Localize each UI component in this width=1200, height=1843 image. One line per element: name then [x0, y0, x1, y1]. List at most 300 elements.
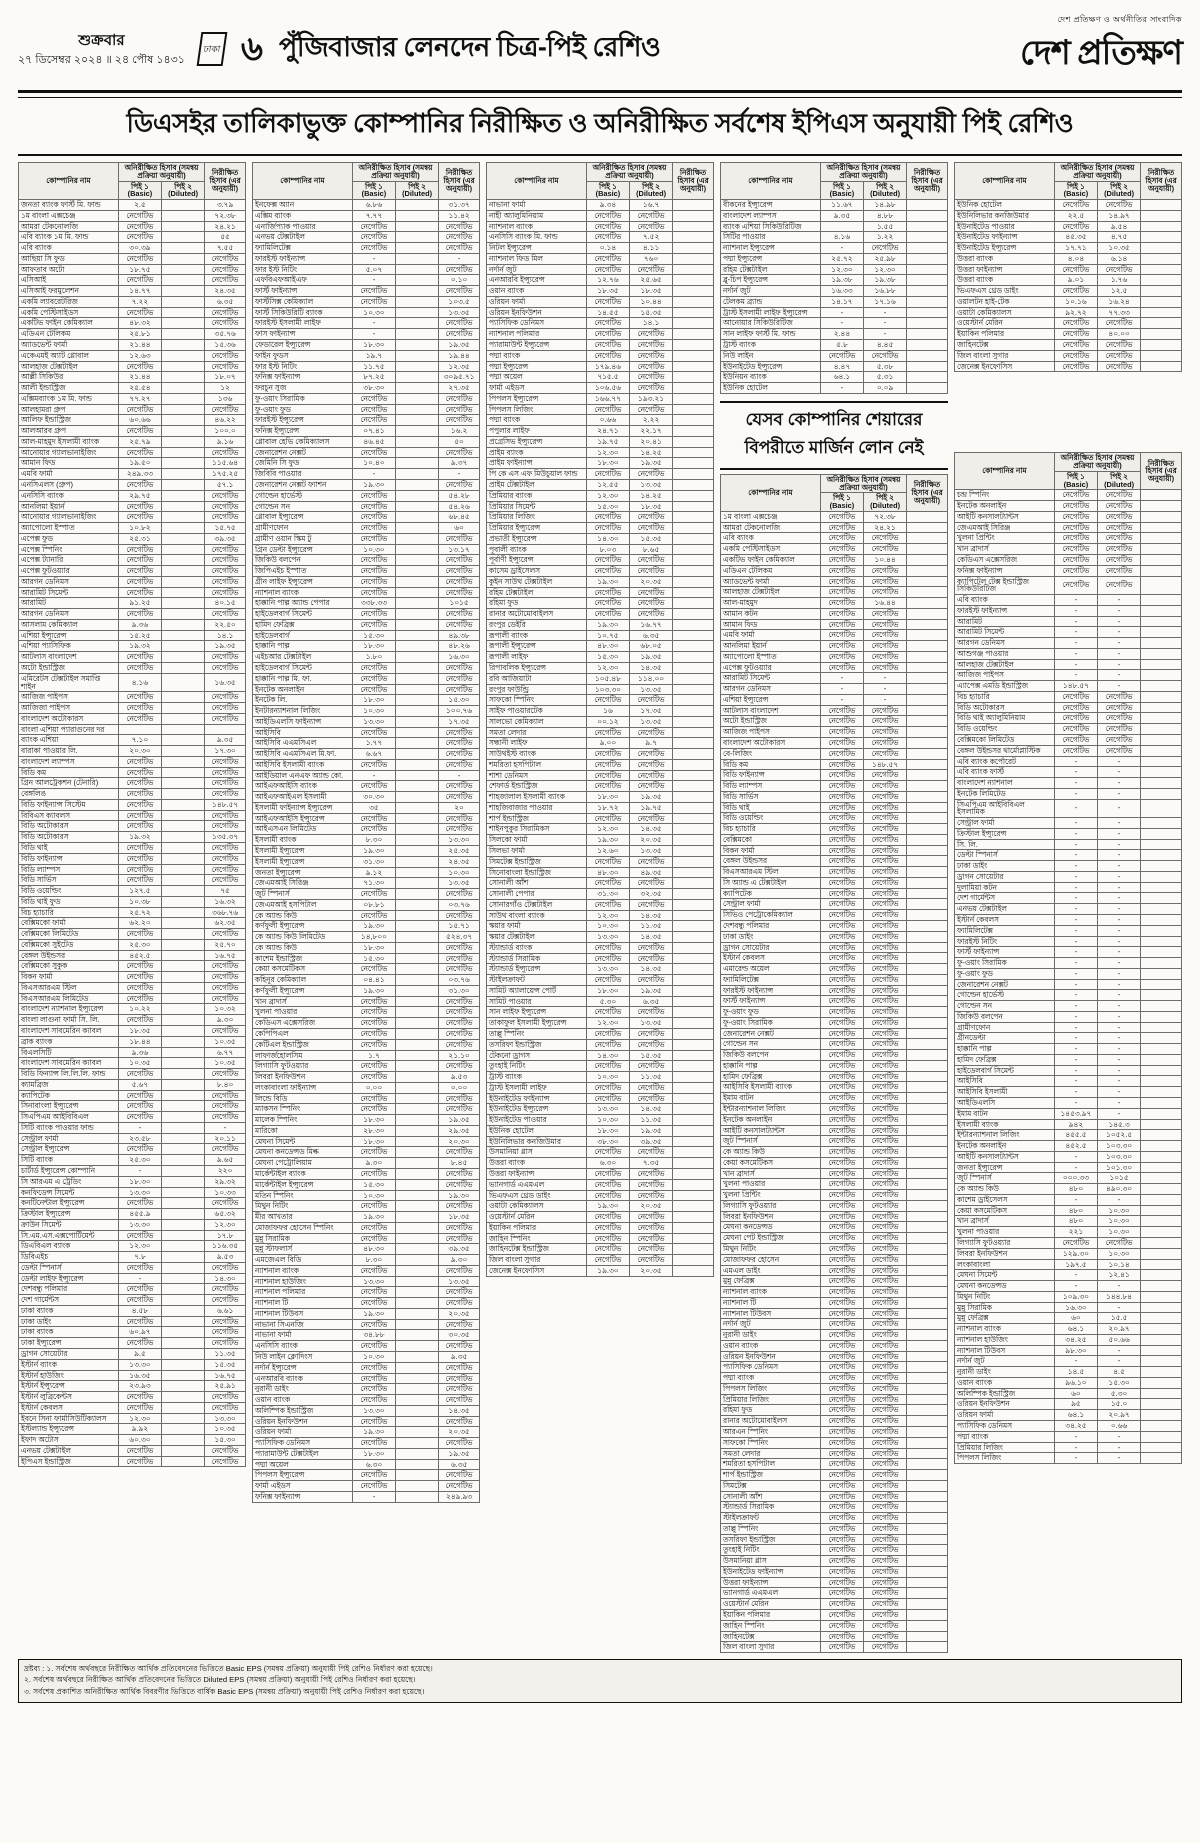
table-head: [955, 453, 1182, 490]
pe-value-cell: ১৫.৩০: [439, 695, 480, 706]
pe-value-cell: নেগেটিভ: [820, 856, 863, 867]
pe-value-cell: নেগেটিভ: [820, 1383, 863, 1394]
pe-value-cell: নেগেটিভ: [630, 404, 673, 415]
pe-value-cell: নেগেটিভ: [118, 1069, 161, 1080]
pe-value-cell: নেগেটিভ: [864, 770, 907, 781]
company-name-cell: শেফার্ড ইন্ডাস্ট্রিজ: [487, 781, 587, 792]
table-row: [253, 275, 480, 286]
pe-value-cell: ৪০.১৫: [205, 598, 246, 609]
company-name-cell: আমান ফিড: [721, 619, 821, 630]
pe-value-cell: ৪.০৪: [1054, 253, 1097, 264]
table-row: [487, 738, 714, 749]
pe-value-cell: নেগেটিভ: [439, 1319, 480, 1330]
pe-value-cell: [1141, 1108, 1182, 1119]
company-name-cell: ইসলামী ফাইন্যান্স ইন্স্যুরেন্স: [253, 802, 353, 813]
table-row: [487, 1158, 714, 1169]
pe-value-cell: [1141, 1302, 1182, 1313]
pe-value-cell: [673, 889, 714, 900]
pe-value-cell: [673, 684, 714, 695]
table-row: [955, 1259, 1182, 1270]
pe-value-cell: নেগেটিভ: [864, 1157, 907, 1168]
table-row: [253, 1330, 480, 1341]
pe-value-cell: নেগেটিভ: [352, 996, 395, 1007]
pe-value-cell: [396, 1416, 439, 1427]
table-row: [721, 1125, 948, 1136]
company-name-cell: খান ব্রাদার্স: [955, 1216, 1055, 1227]
pe-value-cell: নেগেটিভ: [864, 1383, 907, 1394]
company-name-cell: ক্রিস্টাল ইন্স্যুরেন্স: [19, 1209, 119, 1220]
company-name-cell: জিপিএইচ ইস্পাত: [253, 566, 353, 577]
company-name-cell: আলআরব গ্রুপ: [19, 426, 119, 437]
pe-value-cell: [1141, 850, 1182, 861]
pe-value-cell: [907, 770, 948, 781]
pe-value-cell: নেগেটিভ: [820, 1631, 863, 1642]
table-row: [253, 1072, 480, 1083]
company-name-cell: আরগন ডেনিমস: [19, 609, 119, 620]
pe-value-cell: নেগেটিভ: [205, 1327, 246, 1338]
company-name-cell: নাভানা ফার্মা: [487, 200, 587, 211]
company-name-cell: সমতা লেদার: [721, 1448, 821, 1459]
table-row: [253, 479, 480, 490]
pe-value-cell: ৬৮.০৫: [630, 641, 673, 652]
pe-value-cell: [673, 695, 714, 706]
company-name-cell: ডিবিএইচ: [19, 1252, 119, 1263]
pe-value-cell: [907, 1340, 948, 1351]
company-name-cell: এফবিএফআইএফ: [253, 275, 353, 286]
pe-value-cell: [396, 985, 439, 996]
table-row: [721, 1426, 948, 1437]
pe-value-cell: ১৮.৭২: [586, 802, 629, 813]
pe-value-cell: নেগেটিভ: [118, 864, 161, 875]
pe-value-cell: [673, 350, 714, 361]
pe-value-cell: [907, 598, 948, 609]
pe-value-cell: নেগেটিভ: [1054, 576, 1097, 595]
company-name-cell: গ্রামীণফোন: [955, 1022, 1055, 1033]
table-row: [19, 372, 246, 383]
company-name-cell: আরগন ডেনিমস: [955, 638, 1055, 649]
table-row: [955, 1119, 1182, 1130]
pe-value-cell: নেগেটিভ: [864, 1523, 907, 1534]
pe-value-cell: [1141, 1237, 1182, 1248]
pe-table-5: [954, 162, 1182, 372]
pe-value-cell: [396, 899, 439, 910]
pe-value-cell: [673, 329, 714, 340]
pe-value-cell: ৫.৩০: [586, 996, 629, 1007]
pe-value-cell: -: [1054, 850, 1097, 861]
banner-title: ডিএসইর তালিকাভুক্ত কোম্পানির নিরীক্ষিত ও অনিরীক্ষিত সর্বশেষ ইপিএস অনুযায়ী পিই রেশিও: [126, 108, 1074, 138]
pe-value-cell: [907, 275, 948, 286]
pe-value-cell: [907, 856, 948, 867]
pe-value-cell: [396, 910, 439, 921]
pe-value-cell: ২৫.৬৫: [630, 275, 673, 286]
pe-value-cell: [1141, 243, 1182, 254]
pe-value-cell: [162, 436, 205, 447]
table-row: [487, 792, 714, 803]
pe-value-cell: নেগেটিভ: [820, 544, 863, 555]
pe-value-cell: নেগেটিভ: [205, 1112, 246, 1123]
pe-value-cell: নেগেটিভ: [630, 1039, 673, 1050]
pe-value-cell: [907, 705, 948, 716]
pe-value-cell: [907, 1502, 948, 1513]
day-name: শুক্রবার: [78, 31, 125, 49]
pe-value-cell: [673, 630, 714, 641]
table-row: [19, 907, 246, 918]
th-pe2: পিই ২ (Diluted): [864, 181, 907, 200]
pe-value-cell: ১৯.৩৫: [439, 340, 480, 351]
table-row: [721, 619, 948, 630]
pe-value-cell: [673, 383, 714, 394]
company-name-cell: ওরিয়ন ফার্মা: [955, 1410, 1055, 1421]
company-name-cell: গ্রিন ডেল্টা ইন্স্যুরেন্স: [253, 544, 353, 555]
company-name-cell: বিবিএস ক্যাবলস: [19, 810, 119, 821]
pe-value-cell: -: [1054, 861, 1097, 872]
company-name-cell: গ্লোবাল ইন্স্যুরেন্স: [253, 512, 353, 523]
table-row: [253, 1416, 480, 1427]
pe-value-cell: ৬০.৯৭: [118, 1327, 161, 1338]
company-name-cell: খুলনা প্রিন্টিং: [721, 1190, 821, 1201]
pe-value-cell: নেগেটিভ: [586, 813, 629, 824]
pe-value-cell: নেগেটিভ: [439, 1481, 480, 1492]
pe-value-cell: ১৫.৩০: [1098, 1377, 1141, 1388]
table-row: [721, 1373, 948, 1384]
pe-value-cell: নেগেটিভ: [205, 512, 246, 523]
pe-value-cell: [673, 1007, 714, 1018]
pe-value-cell: [162, 210, 205, 221]
company-name-cell: আইডিএলসি ফাইন্যান্স: [253, 716, 353, 727]
pe-value-cell: -: [1098, 756, 1141, 767]
table-row: [19, 264, 246, 275]
pe-value-cell: নেগেটিভ: [352, 1018, 395, 1029]
pe-value-cell: [162, 286, 205, 297]
pe-value-cell: নেগেটিভ: [1054, 350, 1097, 361]
pe-value-cell: ২৫.৭২: [118, 907, 161, 918]
pe-value-cell: ১২.৫৫: [586, 479, 629, 490]
table-row: [253, 953, 480, 964]
company-name-cell: সি অ্যান্ড এ টেক্সটাইল: [721, 877, 821, 888]
pe-value-cell: [1141, 670, 1182, 681]
pe-value-cell: [396, 759, 439, 770]
pe-value-cell: নেগেটিভ: [864, 243, 907, 254]
pe-value-cell: -: [820, 243, 863, 254]
pe-value-cell: ১৭৫.২৫: [205, 469, 246, 480]
company-name-cell: রংপুর ডেইরি: [487, 619, 587, 630]
pe-value-cell: ৭.৭৭: [352, 210, 395, 221]
pe-value-cell: ১৮.৩৫: [630, 501, 673, 512]
pe-value-cell: ১০.৩৩: [205, 1187, 246, 1198]
pe-value-cell: নেগেটিভ: [352, 964, 395, 975]
table-row: [721, 802, 948, 813]
pe-value-cell: ১৮.৩০: [352, 1115, 395, 1126]
pe-value-cell: [396, 383, 439, 394]
pe-value-cell: [907, 318, 948, 329]
company-name-cell: উত্তরা ফাইন্যান্স: [955, 264, 1055, 275]
company-name-cell: এশিয়া ইন্স্যুরেন্স: [721, 694, 821, 705]
pe-value-cell: নেগেটিভ: [1098, 350, 1141, 361]
th-unaudited: অনিরীক্ষিত হিসাব (সমন্বয় প্রক্রিয়া অনুযায়ী): [1054, 453, 1140, 472]
pe-value-cell: নেগেটিভ: [820, 598, 863, 609]
table-row: [487, 1007, 714, 1018]
pe-value-cell: নেগেটিভ: [439, 1298, 480, 1309]
table-row: [253, 695, 480, 706]
table-row: [487, 1265, 714, 1276]
pe-value-cell: নেগেটিভ: [820, 1610, 863, 1621]
pe-value-cell: [162, 458, 205, 469]
pe-value-cell: -: [1098, 1281, 1141, 1292]
pe-value-cell: নেগেটিভ: [118, 253, 161, 264]
pe-value-cell: [396, 975, 439, 986]
pe-value-cell: [673, 307, 714, 318]
pe-value-cell: -: [1098, 947, 1141, 958]
table-row: [721, 1448, 948, 1459]
pe-value-cell: [673, 340, 714, 351]
table-row: [955, 648, 1182, 659]
pe-value-cell: ৫০: [439, 436, 480, 447]
pe-value-cell: ২৫.৫৪: [118, 383, 161, 394]
th-pe2: পিই ২ (Diluted): [864, 493, 907, 512]
pe-value-cell: ১১.৩৫: [205, 1348, 246, 1359]
company-name-cell: খুলনা পাওয়ার: [253, 1007, 353, 1018]
company-name-cell: ক্রিস্টাল ইন্স্যুরেন্স: [955, 828, 1055, 839]
pe-value-cell: -: [118, 1122, 161, 1133]
pe-value-cell: নেগেটিভ: [439, 566, 480, 577]
company-name-cell: এমবি ফার্মা: [19, 469, 119, 480]
pe-value-cell: [396, 200, 439, 211]
pe-value-cell: ১৯.৩৫: [630, 458, 673, 469]
company-name-cell: সাফকো স্পিনিং: [487, 695, 587, 706]
pe-value-cell: নেগেটিভ: [630, 221, 673, 232]
table-row: [721, 1136, 948, 1147]
table-row: [721, 554, 948, 565]
table-row: [721, 1642, 948, 1653]
pe-value-cell: [162, 447, 205, 458]
pe-value-cell: নেগেটিভ: [205, 1402, 246, 1413]
pe-value-cell: ৪৮.৩০: [352, 1244, 395, 1255]
company-name-cell: বিডি ফাইন্যান্স সিস্টেম: [19, 799, 119, 810]
table-row: [253, 1082, 480, 1093]
pe-value-cell: -: [1054, 1270, 1097, 1281]
pe-value-cell: -: [1054, 925, 1097, 936]
company-name-cell: ব্লু-চিপ ইন্স্যুরেন্স: [721, 275, 821, 286]
company-name-cell: সিটির পাওয়ার: [721, 232, 821, 243]
pe-value-cell: [673, 641, 714, 652]
company-name-cell: পপুলার লাইফ: [487, 426, 587, 437]
pe-value-cell: নেগেটিভ: [439, 1265, 480, 1276]
pe-value-cell: নেগেটিভ: [439, 1147, 480, 1158]
table-row: [721, 522, 948, 533]
company-name-cell: মার্কেন্টাইল ইন্স্যুরেন্স: [253, 1179, 353, 1190]
pe-value-cell: ১৬.৩৫: [205, 673, 246, 692]
pe-value-cell: নেগেটিভ: [1054, 745, 1097, 756]
table-body: [955, 490, 1182, 1464]
pe-value-cell: নেগেটিভ: [820, 1157, 863, 1168]
table-row: [253, 253, 480, 264]
company-name-cell: প্যাসিফিক ডেনিমস: [253, 1438, 353, 1449]
table-row: [253, 372, 480, 383]
company-name-cell: এনভয় টেক্সটাইল: [19, 1445, 119, 1456]
pe-value-cell: ১৮.৪৪: [118, 1036, 161, 1047]
pe-value-cell: ১৪,৮০০: [352, 932, 395, 943]
pe-value-cell: নেগেটিভ: [118, 843, 161, 854]
company-name-cell: খুলনা প্রিন্টিং: [955, 533, 1055, 544]
pe-value-cell: ২৫.৩৫: [439, 846, 480, 857]
company-name-cell: ওরিয়ন ফার্মা: [487, 296, 587, 307]
pe-value-cell: -: [820, 673, 863, 684]
pe-value-cell: ১৯৩.২১: [630, 393, 673, 404]
pe-value-cell: -: [1054, 1011, 1097, 1022]
pe-value-cell: নেগেটিভ: [1054, 724, 1097, 735]
pe-value-cell: [907, 1297, 948, 1308]
company-name-cell: কেডিএস এক্সেসরিজ: [253, 1018, 353, 1029]
pe-value-cell: ১৫.৩০: [352, 953, 395, 964]
pe-value-cell: [907, 1222, 948, 1233]
company-name-cell: ফনিক্স ইন্স্যুরেন্স: [253, 426, 353, 437]
company-name-cell: আটলাস বাংলাদেশ: [721, 705, 821, 716]
pe-value-cell: [907, 1233, 948, 1244]
company-name-cell: উত্তরা ব্যাংক: [955, 253, 1055, 264]
pe-value-cell: নেগেটিভ: [118, 929, 161, 940]
table-row: [19, 479, 246, 490]
table-row: [19, 735, 246, 746]
pe-value-cell: নেগেটিভ: [864, 974, 907, 985]
pe-value-cell: ১৫.৭৫: [205, 523, 246, 534]
company-name-cell: ইউনাইটেড ইন্স্যুরেন্স: [955, 243, 1055, 254]
pe-value-cell: [162, 253, 205, 264]
pe-value-cell: নেগেটিভ: [352, 404, 395, 415]
table-row: [487, 393, 714, 404]
pe-value-cell: ২০.৩৫: [439, 1308, 480, 1319]
pe-value-cell: [162, 1090, 205, 1101]
company-name-cell: ন্যাশনাল হাউজিং: [955, 1334, 1055, 1345]
company-name-cell: আরামিট সিমেন্ট: [721, 673, 821, 684]
pe-value-cell: [673, 1190, 714, 1201]
pe-value-cell: নেগেটিভ: [205, 972, 246, 983]
table-row: [955, 638, 1182, 649]
company-name-cell: ইস্টার্ন কেবলস: [19, 1402, 119, 1413]
pe-value-cell: [907, 651, 948, 662]
pe-value-cell: নেগেটিভ: [630, 1007, 673, 1018]
pe-value-cell: -: [1054, 638, 1097, 649]
pe-value-cell: নেগেটিভ: [864, 619, 907, 630]
table-row: [721, 813, 948, 824]
company-name-cell: গ্রিন আলট্রেকশন (টেনারি): [19, 778, 119, 789]
pe-value-cell: [162, 692, 205, 703]
table-row: [487, 318, 714, 329]
company-name-cell: বিডি কম: [19, 767, 119, 778]
company-name-cell: ফার্স্ট সিকিউরিটি ব্যাংক: [253, 307, 353, 318]
company-name-cell: ইসলামী ব্যাংক: [253, 835, 353, 846]
pe-value-cell: -: [1098, 979, 1141, 990]
company-name-cell: আরামিট: [955, 616, 1055, 627]
company-name-cell: হাক্কানি পাল্প: [721, 1060, 821, 1071]
table-row: [19, 1219, 246, 1230]
table-row: [19, 929, 246, 940]
table-row: [955, 947, 1182, 958]
table-row: [955, 1334, 1182, 1345]
table-row: [721, 1631, 948, 1642]
table-row: [19, 1316, 246, 1327]
pe-value-cell: [907, 1588, 948, 1599]
company-name-cell: ইস্টার্ন হাউজিং: [19, 1370, 119, 1381]
table-row: [487, 329, 714, 340]
pe-value-cell: নেগেটিভ: [118, 1262, 161, 1273]
footnote: [18, 1659, 1182, 1703]
table-row: [487, 1125, 714, 1136]
company-name-cell: আইসিবি এএমসিএল মি.ফা.: [253, 749, 353, 760]
pe-value-cell: ৪.৮৮: [864, 210, 907, 221]
pe-value-cell: -: [1054, 1022, 1097, 1033]
pe-value-cell: [162, 864, 205, 875]
table-row: [487, 340, 714, 351]
company-name-cell: প্রিমিয়ার সিমেন্ট: [487, 501, 587, 512]
pe-value-cell: নেগেটিভ: [118, 232, 161, 243]
company-name-cell: ইন্টারন্যাশনাল লিজিং: [721, 1104, 821, 1115]
pe-value-cell: [162, 1198, 205, 1209]
pe-value-cell: -: [439, 469, 480, 480]
pe-value-cell: নেগেটিভ: [118, 275, 161, 286]
table-row: [253, 404, 480, 415]
pe-value-cell: ১৫.৩০: [586, 652, 629, 663]
pe-value-cell: ১৪.৫৫: [586, 307, 629, 318]
table-row: [253, 490, 480, 501]
pe-value-cell: নেগেটিভ: [352, 1147, 395, 1158]
pe-value-cell: [396, 770, 439, 781]
table-row: [721, 662, 948, 673]
company-name-cell: লিগ্যাসি ফুটওয়্যার: [721, 1200, 821, 1211]
pe-value-cell: [1141, 1227, 1182, 1238]
company-name-cell: জিল বাংলা সুগার: [487, 1255, 587, 1266]
pe-value-cell: [907, 921, 948, 932]
pe-value-cell: ১.৫৫: [864, 221, 907, 232]
table-row: [253, 1351, 480, 1362]
pe-value-cell: নেগেটিভ: [118, 1402, 161, 1413]
company-name-cell: বিএলসিটি: [19, 1047, 119, 1058]
table-row: [19, 200, 246, 211]
company-name-cell: ইনটেক লিমিটেড: [955, 788, 1055, 799]
pe-value-cell: ১৫.৩৫: [205, 1359, 246, 1370]
company-name-cell: এনআরবি ইন্স্যুরেন্স: [487, 275, 587, 286]
pe-value-cell: ৯.১৬: [205, 436, 246, 447]
table-row: [253, 1265, 480, 1276]
pe-value-cell: [1141, 1087, 1182, 1098]
company-name-cell: স্টাইলক্রাফট: [487, 975, 587, 986]
company-name-cell: একমি ল্যাবরেটরিজ: [19, 296, 119, 307]
pe-value-cell: নেগেটিভ: [630, 361, 673, 372]
pe-value-cell: [673, 1082, 714, 1093]
pe-value-cell: [907, 727, 948, 738]
pe-value-cell: নেগেটিভ: [439, 329, 480, 340]
pe-value-cell: [1141, 533, 1182, 544]
company-name-cell: পিপলস লিজিং: [955, 1453, 1055, 1464]
pe-value-cell: নেগেটিভ: [630, 264, 673, 275]
pe-value-cell: [162, 479, 205, 490]
company-name-cell: মোজাফফর হোসেন স্পিনিং: [253, 1222, 353, 1233]
pe-value-cell: নেগেটিভ: [352, 533, 395, 544]
pe-value-cell: নেগেটিভ: [586, 1179, 629, 1190]
pe-value-cell: [907, 1577, 948, 1588]
pe-value-cell: ৬৪.১: [820, 372, 863, 383]
pe-value-cell: [673, 1050, 714, 1061]
pe-value-cell: নেগেটিভ: [205, 264, 246, 275]
table-row: [19, 566, 246, 577]
pe-value-cell: নেগেটিভ: [820, 1179, 863, 1190]
table-row: [955, 915, 1182, 926]
pe-value-cell: নেগেটিভ: [864, 1136, 907, 1147]
pe-value-cell: [396, 1265, 439, 1276]
pe-value-cell: নেগেটিভ: [352, 523, 395, 534]
pe-value-cell: ১০.৩০: [352, 1190, 395, 1201]
pe-value-cell: ১৮.৩০: [352, 1136, 395, 1147]
pe-value-cell: নেগেটিভ: [864, 576, 907, 587]
